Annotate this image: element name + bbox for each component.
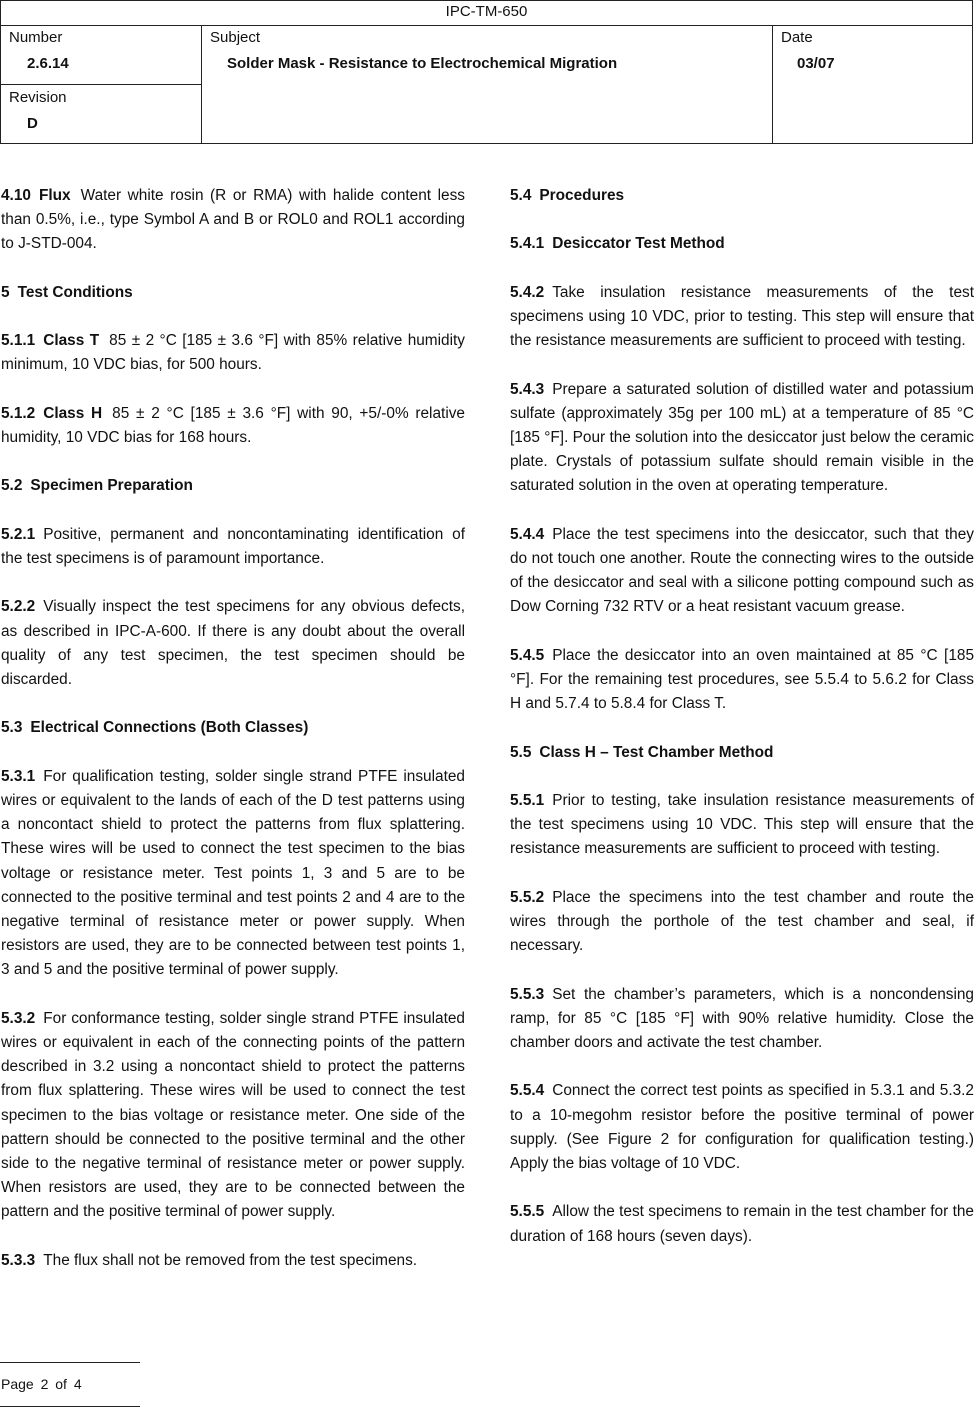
section-paragraph: [1, 765, 465, 983]
date-cell: [773, 25, 972, 144]
section-number: 5.4.1: [510, 235, 545, 253]
section-paragraph: [1, 523, 465, 571]
section-paragraph: [510, 644, 974, 717]
section-heading: [1, 281, 465, 305]
footer-rule: [0, 1362, 140, 1363]
section-paragraph: [510, 1200, 974, 1248]
footer-rule: [0, 1406, 140, 1407]
section-number: 5.3.1: [1, 767, 36, 785]
section-number: 5.2.1: [1, 525, 36, 543]
section-paragraph: [1, 329, 465, 377]
section-number: 5.5.5: [510, 1203, 545, 1221]
section-text: Allow the test specimens to remain in the test chamber for the duration of 168 hours (seven days).: [510, 1203, 974, 1245]
section-paragraph: [510, 523, 974, 620]
section-title: Class H: [43, 404, 103, 422]
section-number: 5.4: [510, 187, 532, 204]
section-text: Set the chamber’s parameters, which is a noncondensing ramp, for 85 °C [185 °F] with 90% relative humidity. Close the chamber doors and activate the test chamber.: [510, 985, 974, 1051]
section-text: Water white rosin (R or RMA) with halide content less than 0.5%, i.e., type Symbol A and B or ROL0 and ROL1 according to J-STD-004.: [1, 187, 465, 253]
section-paragraph: [1, 1007, 465, 1225]
section-number: 5.4.2: [510, 283, 545, 301]
section-heading: [510, 741, 974, 765]
section-text: Take insulation resistance measurements of the test specimens using 10 VDC, prior to testing. This step will ensure that the resistance measurements are sufficient to proceed with testing.: [510, 283, 974, 350]
document-subject: Solder Mask - Resistance to Electrochemical Migration: [227, 55, 618, 72]
section-paragraph: [1, 1249, 465, 1273]
section-title: Class T: [43, 332, 100, 350]
section-paragraph: [510, 789, 974, 862]
section-title: Procedures: [539, 187, 625, 204]
section-paragraph: [1, 402, 465, 450]
section-paragraph: [510, 281, 974, 354]
section-number: 5.5.2: [510, 888, 545, 906]
section-text: Visually inspect the test specimens for any obvious defects, as described in IPC-A-600. If there is any doubt about the overall quality of any test specimen, the test specimen should be discarded.: [1, 598, 465, 688]
subject-label: Subject: [210, 29, 261, 46]
section-text: For qualification testing, solder single strand PTFE insulated wires or equivalent to the lands of each of the D test patterns using a noncontact shield to protect the patterns from flux splattering. These wires will be used to connect the test specimen to the bias voltage or resistance meter. Test points 1, 3 and 5 are to be connected to the positive terminal and test points 2 and 4 are to the negative terminal of resistance meter or power supply. When resistors are used, they are to be connected between test points 1, 3 and 5 and the positive terminal of power supply.: [1, 767, 465, 979]
section-number: 5.3: [1, 719, 23, 737]
section-heading: [510, 184, 974, 208]
section-text: Positive, permanent and noncontaminating identification of the test specimens is of paramount importance.: [1, 525, 465, 567]
right-column: [510, 184, 974, 1273]
number-label: Number: [9, 29, 63, 46]
section-title: Class H – Test Chamber Method: [539, 743, 774, 761]
subject-cell: [202, 25, 773, 144]
document-header: [0, 0, 973, 144]
section-number: 5.2: [1, 477, 23, 495]
section-number: 5.5: [510, 743, 532, 761]
section-text: Place the specimens into the test chamber and route the wires through the porthole of the test chamber and seal, if necessary.: [510, 888, 974, 955]
section-number: 5.4.4: [510, 525, 545, 543]
section-number: 5.5.3: [510, 985, 545, 1003]
section-number: 5.4.3: [510, 380, 545, 398]
section-number: 5: [1, 283, 10, 301]
section-number: 5.4.5: [510, 646, 545, 664]
document-revision: D: [27, 115, 38, 132]
section-paragraph: [510, 1079, 974, 1176]
page-number: Page 2 of 4: [1, 1376, 82, 1392]
document-number: 2.6.14: [27, 55, 69, 72]
section-text: Prepare a saturated solution of distilled water and potassium sulfate (approximately 35g per 100 mL) at a temperature of 85 °C [185 °F]. Pour the solution into the desiccator just below the ceramic plate. Crystals of potassium sulfate should remain visible in the saturated solution in the oven at operating temperature.: [510, 380, 974, 495]
section-text: Place the test specimens into the desiccator, such that they do not touch one another. Route the connecting wires to the outside of the desiccator and seal with a silicone potting compound such as Dow Corning 732 RTV or a heat resistant vacuum grease.: [510, 525, 974, 616]
section-paragraph: [510, 886, 974, 959]
section-title: Test Conditions: [17, 283, 133, 301]
date-label: Date: [781, 29, 813, 46]
section-number: 5.3.3: [1, 1251, 36, 1269]
revision-cell: [1, 85, 202, 144]
section-heading: [1, 474, 465, 498]
section-heading: [1, 716, 465, 740]
section-number: 5.1.2: [1, 404, 36, 422]
section-text: The flux shall not be removed from the test specimens.: [43, 1251, 418, 1269]
section-number: 5.2.2: [1, 598, 36, 616]
section-text: Connect the correct test points as specified in 5.3.1 and 5.3.2 to a 10-megohm resistor before the positive terminal of power supply. (See Figure 2 for configuration for qualification testing.) Apply the bias voltage of 10 VDC.: [510, 1082, 974, 1172]
section-text: For conformance testing, solder single strand PTFE insulated wires or equivalent in each of the connecting points of the pattern described in 3.2 using a noncontact shield to protect the patterns from flux splattering. These wires will be used to connect the test specimen to the bias voltage or resistance meter. One side of the pattern should be connected to the positive terminal and the other side to the negative terminal of resistance meter or power supply. When resistors are used, they are to be connected between the pattern and the positive terminal of power supply.: [1, 1009, 465, 1221]
section-title: Flux: [38, 187, 71, 204]
section-paragraph: [1, 595, 465, 692]
section-paragraph: [510, 983, 974, 1056]
section-text: 85 ± 2 °C [185 ± 3.6 °F] with 85% relative humidity minimum, 10 VDC bias, for 500 hours.: [1, 332, 466, 374]
section-text: 85 ± 2 °C [185 ± 3.6 °F] with 90, +5/-0% relative humidity, 10 VDC bias for 168 hours.: [1, 404, 465, 446]
section-text: Place the desiccator into an oven maintained at 85 °C [185 °F]. For the remaining test procedures, see 5.5.4 to 5.6.2 for Class H and 5.7.4 to 5.8.4 for Class T.: [510, 646, 974, 713]
section-number: 5.5.1: [510, 791, 545, 809]
revision-label: Revision: [9, 89, 67, 106]
section-title: Specimen Preparation: [30, 477, 193, 495]
section-title: Desiccator Test Method: [552, 235, 725, 253]
section-paragraph: [510, 378, 974, 499]
section-number: 4.10: [1, 187, 31, 204]
section-number: 5.3.2: [1, 1009, 36, 1027]
document-series: IPC-TM-650: [1, 1, 972, 26]
section-paragraph: [1, 184, 465, 257]
section-text: Prior to testing, take insulation resistance measurements of the test specimens using 10 VDC. This step will ensure that the resistance measurements are sufficient to proceed with testing.: [510, 791, 974, 858]
number-cell: [1, 25, 202, 85]
section-number: 5.1.1: [1, 332, 36, 350]
section-heading: [510, 232, 974, 256]
section-title: Electrical Connections (Both Classes): [30, 719, 309, 737]
section-number: 5.5.4: [510, 1082, 545, 1100]
left-column: [1, 184, 465, 1297]
document-date: 03/07: [797, 55, 835, 72]
